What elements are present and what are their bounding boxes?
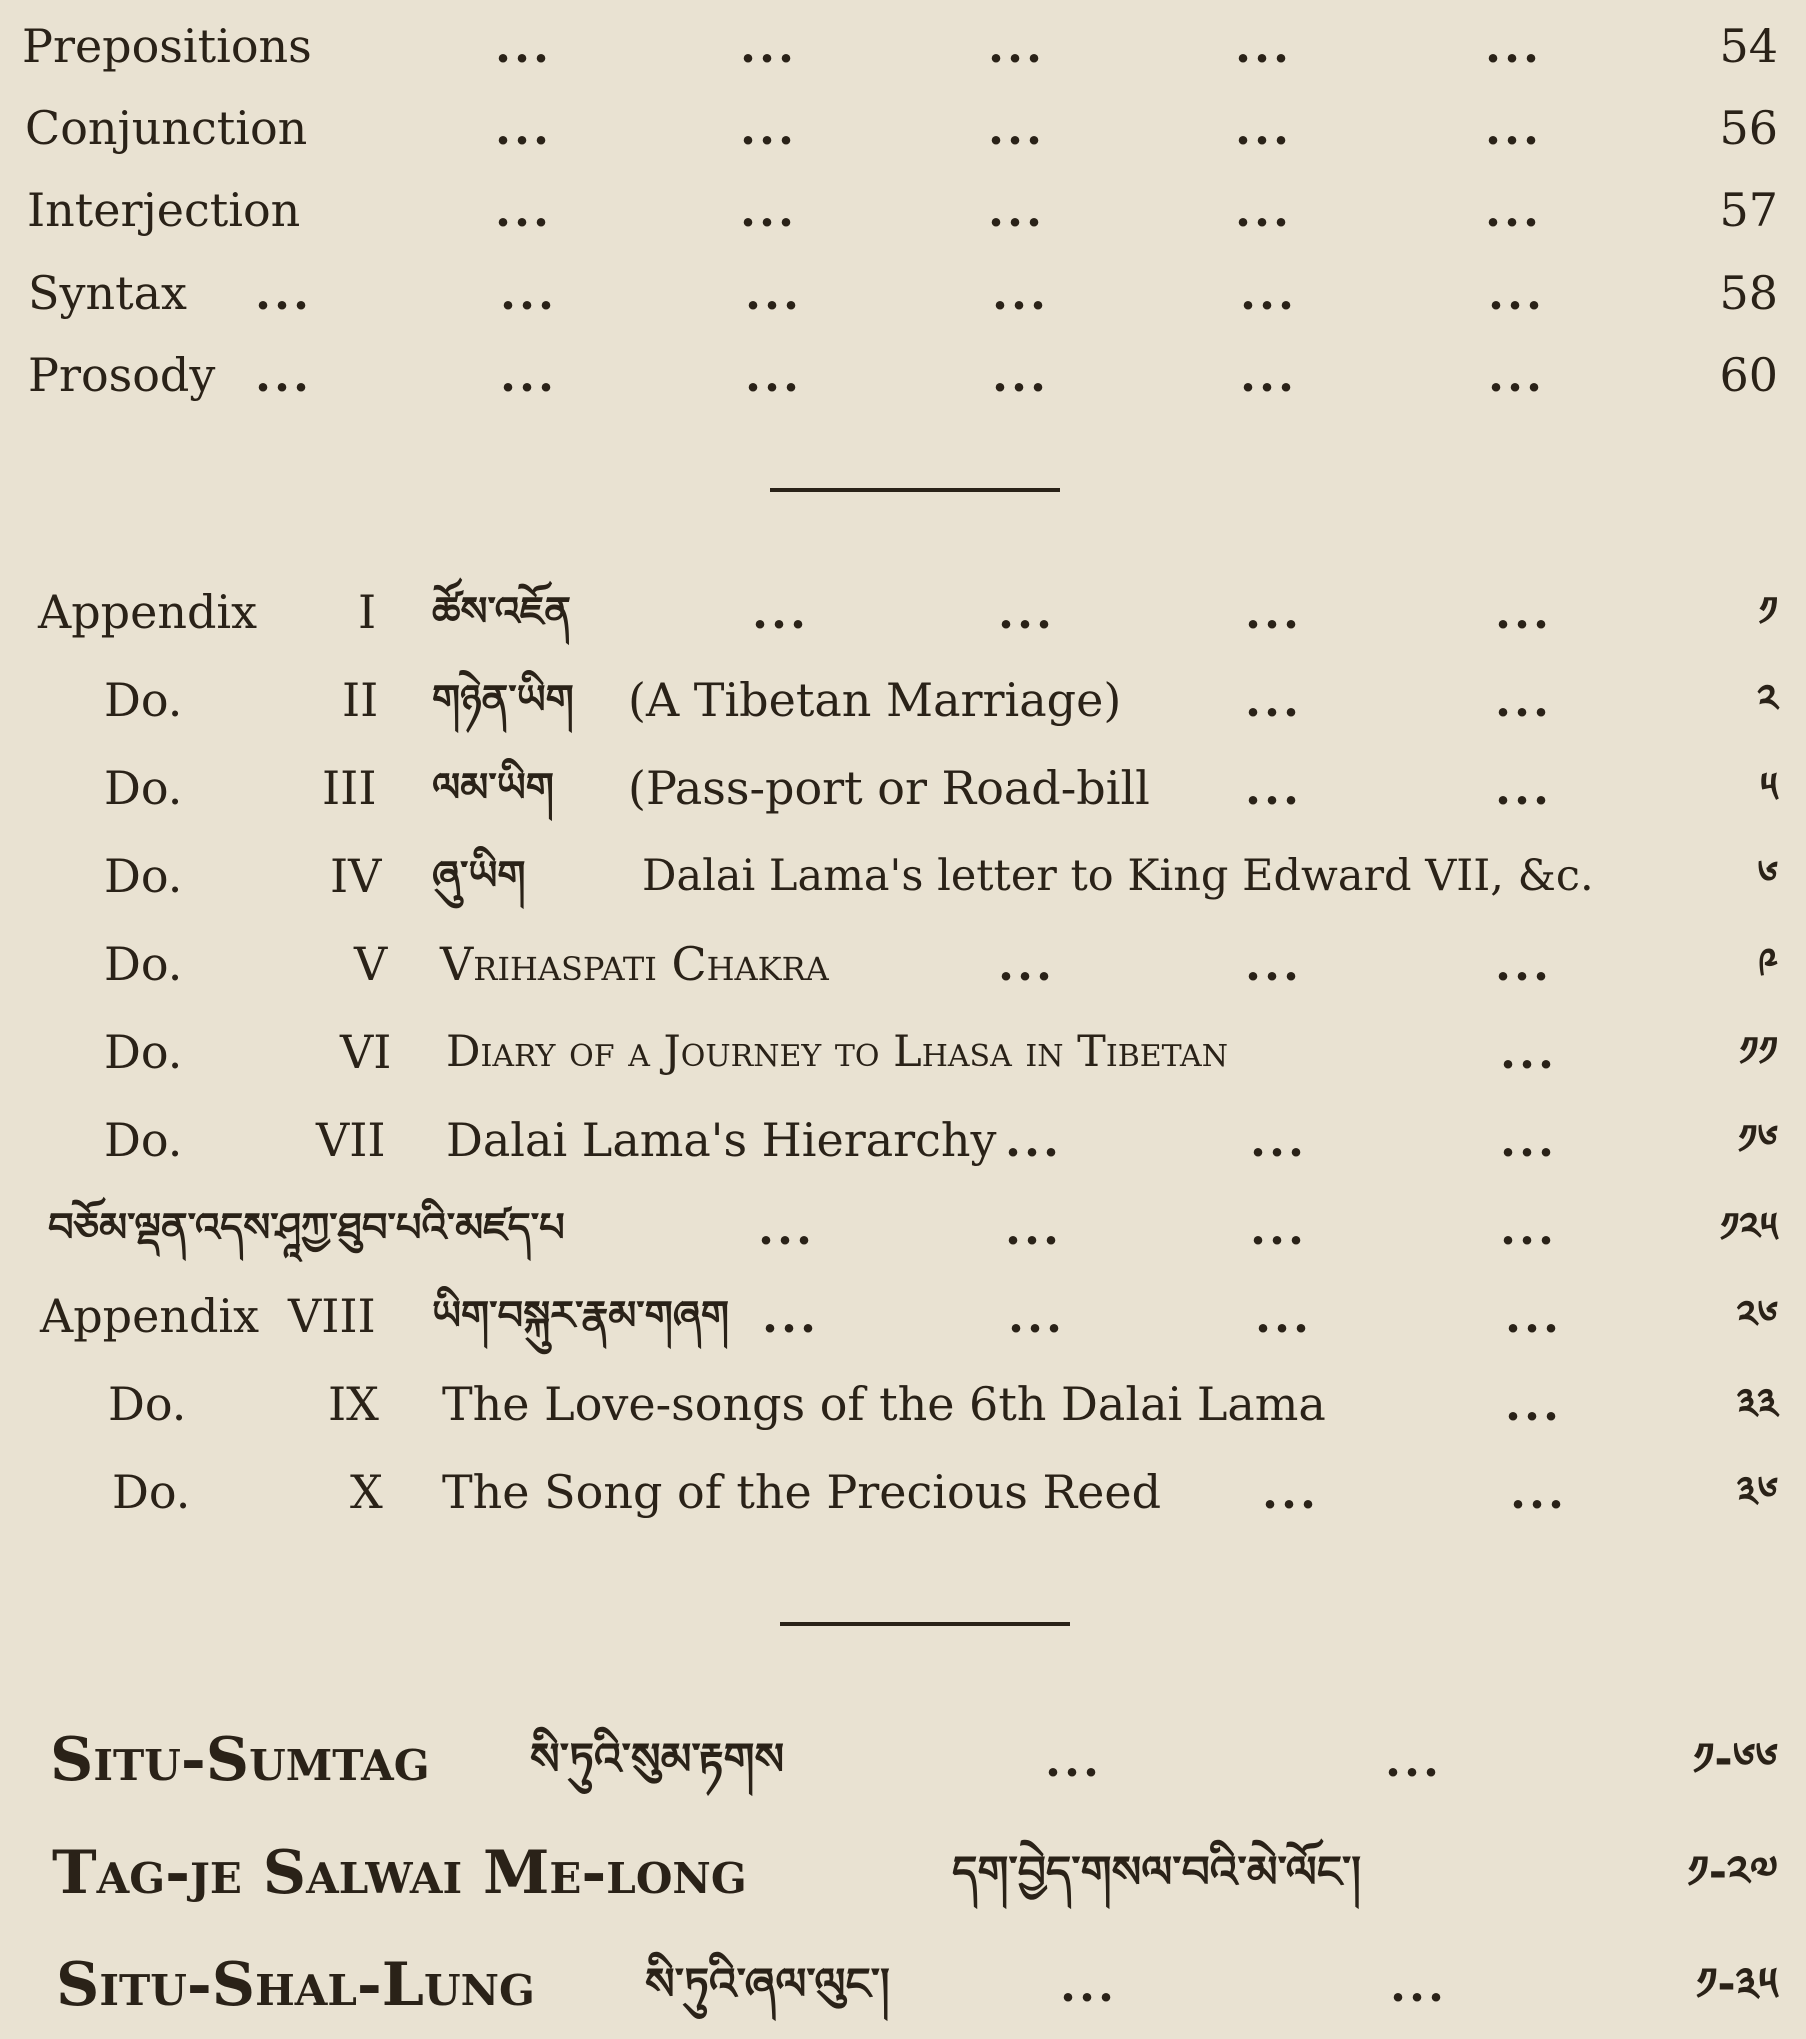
appendix-number: VI [340, 1025, 392, 1079]
entry-title: Conjunction [25, 101, 308, 155]
leader-dots: ... [1250, 1113, 1308, 1167]
entry-title: Interjection [27, 183, 301, 237]
appendix-description: Vrihaspati Chakra [440, 937, 829, 991]
toc-row [0, 1276, 1806, 1356]
toc-row [0, 572, 1806, 652]
page-number: ༡༡ [1739, 1029, 1778, 1075]
tibetan-title: ལམ་ཡིག [432, 765, 554, 811]
leader-dots: ... [1485, 183, 1543, 237]
leader-dots: ... [1485, 101, 1543, 155]
leader-dots: ... [500, 266, 558, 320]
leader-dots: ... [758, 1201, 816, 1255]
appendix-label: Appendix [40, 1289, 260, 1343]
text-title: Situ-Shal-Lung [56, 1950, 535, 2020]
leader-dots: ... [1235, 101, 1293, 155]
page-number: ༥ [1760, 765, 1778, 811]
appendix-label: Do. [104, 849, 183, 903]
leader-dots: ... [1500, 1025, 1558, 1079]
appendix-number: III [322, 761, 377, 815]
leader-dots: ... [1235, 183, 1293, 237]
leader-dots: ... [1495, 761, 1553, 815]
leader-dots: ... [1240, 348, 1298, 402]
toc-row [0, 335, 1806, 415]
leader-dots: ... [1500, 1113, 1558, 1167]
page-number: ༡-༦༦ [1693, 1734, 1778, 1785]
leader-dots: ... [1250, 1201, 1308, 1255]
appendix-label: Do. [104, 937, 183, 991]
leader-dots: ... [500, 348, 558, 402]
entry-title: Syntax [28, 266, 187, 320]
leader-dots: ... [1495, 585, 1553, 639]
leader-dots: ... [1240, 266, 1298, 320]
leader-dots: ... [1005, 1201, 1063, 1255]
leader-dots: ... [1005, 1113, 1063, 1167]
toc-row [0, 170, 1806, 250]
page-number: 54 [1719, 19, 1778, 73]
toc-row [0, 1828, 1806, 1918]
appendix-label: Do. [108, 1377, 187, 1431]
page-number: 58 [1719, 266, 1778, 320]
toc-row [0, 1940, 1806, 2030]
tibetan-title: ཡིག་བསྐུར་རྣམ་གཞག [432, 1293, 729, 1339]
page-number: 56 [1719, 101, 1778, 155]
appendix-description: Dalai Lama's Hierarchy [446, 1113, 997, 1167]
leader-dots: ... [495, 183, 553, 237]
leader-dots: ... [1255, 1289, 1313, 1343]
entry-title: Prosody [28, 348, 216, 402]
leader-dots: ... [1505, 1377, 1563, 1431]
leader-dots: ... [752, 585, 810, 639]
appendix-number: VIII [288, 1289, 376, 1343]
page-number: ༩ [1757, 941, 1778, 987]
toc-row [0, 660, 1806, 740]
appendix-number: V [354, 937, 388, 991]
page-number: ༡-༣༥ [1696, 1959, 1778, 2010]
appendix-number: II [342, 673, 379, 727]
leader-dots: ... [1245, 673, 1303, 727]
appendix-description: (Pass-port or Road-bill [628, 761, 1150, 815]
entry-title: Prepositions [22, 19, 312, 73]
leader-dots: ... [1245, 937, 1303, 991]
appendix-label: Do. [104, 1025, 183, 1079]
appendix-label: Do. [112, 1465, 191, 1519]
leader-dots: ... [992, 348, 1050, 402]
page-number: ༣༣ [1736, 1381, 1778, 1427]
page-number: ༡༢༥ [1720, 1205, 1778, 1251]
toc-row [0, 924, 1806, 1004]
toc-row [0, 1012, 1806, 1092]
toc-row [0, 1452, 1806, 1532]
leader-dots: ... [998, 937, 1056, 991]
page-number: ༢ [1757, 677, 1778, 723]
toc-row [0, 1188, 1806, 1268]
leader-dots: ... [740, 101, 798, 155]
leader-dots: ... [1500, 1201, 1558, 1255]
appendix-label: Do. [104, 673, 183, 727]
leader-dots: ... [992, 266, 1050, 320]
leader-dots: ... [988, 19, 1046, 73]
leader-dots: ... [745, 266, 803, 320]
page-number: ༣༦ [1736, 1469, 1778, 1515]
leader-dots: ... [1245, 585, 1303, 639]
page-number: ༡ [1758, 589, 1778, 635]
appendix-number: I [358, 585, 377, 639]
appendix-description: The Love-songs of the 6th Dalai Lama [442, 1377, 1326, 1431]
leader-dots: ... [1510, 1465, 1568, 1519]
page-number: ༢༦ [1736, 1293, 1778, 1339]
toc-row [0, 253, 1806, 333]
leader-dots: ... [988, 101, 1046, 155]
leader-dots: ... [1045, 1733, 1103, 1787]
page-number: ༡༦ [1738, 1117, 1778, 1163]
leader-dots: ... [255, 348, 313, 402]
appendix-description: The Song of the Precious Reed [442, 1465, 1162, 1519]
leader-dots: ... [1495, 673, 1553, 727]
leader-dots: ... [1488, 348, 1546, 402]
appendix-number: IX [328, 1377, 379, 1431]
toc-row [0, 1715, 1806, 1805]
leader-dots: ... [998, 585, 1056, 639]
page-number: ༡-༢༧ [1687, 1847, 1778, 1898]
appendix-number: X [350, 1465, 383, 1519]
text-title: Situ-Sumtag [50, 1725, 430, 1795]
appendix-description: Dalai Lama's letter to King Edward VII, &c. [642, 851, 1594, 901]
leader-dots: ... [1495, 937, 1553, 991]
tibetan-title: བཅོམ་ལྡན་འདས་ཤཱཀྱ་ཐུབ་པའི་མཛད་པ [48, 1205, 565, 1251]
leader-dots: ... [1485, 19, 1543, 73]
text-title: Tag-je Salwai Me-long [52, 1838, 747, 1908]
leader-dots: ... [1262, 1465, 1320, 1519]
leader-dots: ... [495, 101, 553, 155]
tibetan-title: གཉེན་ཡིག [432, 677, 574, 723]
leader-dots: ... [988, 183, 1046, 237]
page-number: 60 [1719, 348, 1778, 402]
leader-dots: ... [1390, 1958, 1448, 2012]
appendix-number: IV [330, 849, 382, 903]
leader-dots: ... [1008, 1289, 1066, 1343]
leader-dots: ... [255, 266, 313, 320]
leader-dots: ... [1060, 1958, 1118, 2012]
appendix-label: Do. [104, 761, 183, 815]
leader-dots: ... [495, 19, 553, 73]
tibetan-title: སི་ཏུའི་ཞལ་ལུང་། [645, 1959, 890, 2010]
toc-row [0, 836, 1806, 916]
appendix-description: (A Tibetan Marriage) [628, 673, 1122, 727]
toc-row [0, 1364, 1806, 1444]
leader-dots: ... [1245, 761, 1303, 815]
toc-row [0, 1100, 1806, 1180]
section-divider [770, 488, 1060, 492]
tibetan-title: སི་ཏུའི་སུམ་རྟགས [530, 1734, 785, 1785]
leader-dots: ... [1235, 19, 1293, 73]
tibetan-title: ཚོས་འཇོན [432, 589, 571, 635]
appendix-label: Do. [104, 1113, 183, 1167]
leader-dots: ... [1488, 266, 1546, 320]
section-divider [780, 1622, 1070, 1626]
toc-row [0, 88, 1806, 168]
toc-row [0, 6, 1806, 86]
page-number: ༦ [1757, 853, 1778, 899]
leader-dots: ... [1505, 1289, 1563, 1343]
tibetan-title: དག་བྱེད་གསལ་བའི་མེ་ལོང་། [952, 1847, 1362, 1898]
toc-row [0, 748, 1806, 828]
leader-dots: ... [740, 19, 798, 73]
appendix-description: Diary of a Journey to Lhasa in Tibetan [446, 1027, 1228, 1077]
leader-dots: ... [745, 348, 803, 402]
leader-dots: ... [762, 1289, 820, 1343]
appendix-label: Appendix [38, 585, 258, 639]
page-number: 57 [1719, 183, 1778, 237]
leader-dots: ... [740, 183, 798, 237]
leader-dots: ... [1385, 1733, 1443, 1787]
tibetan-title: ཞུ་ཡིག [432, 853, 526, 899]
appendix-number: VII [316, 1113, 386, 1167]
